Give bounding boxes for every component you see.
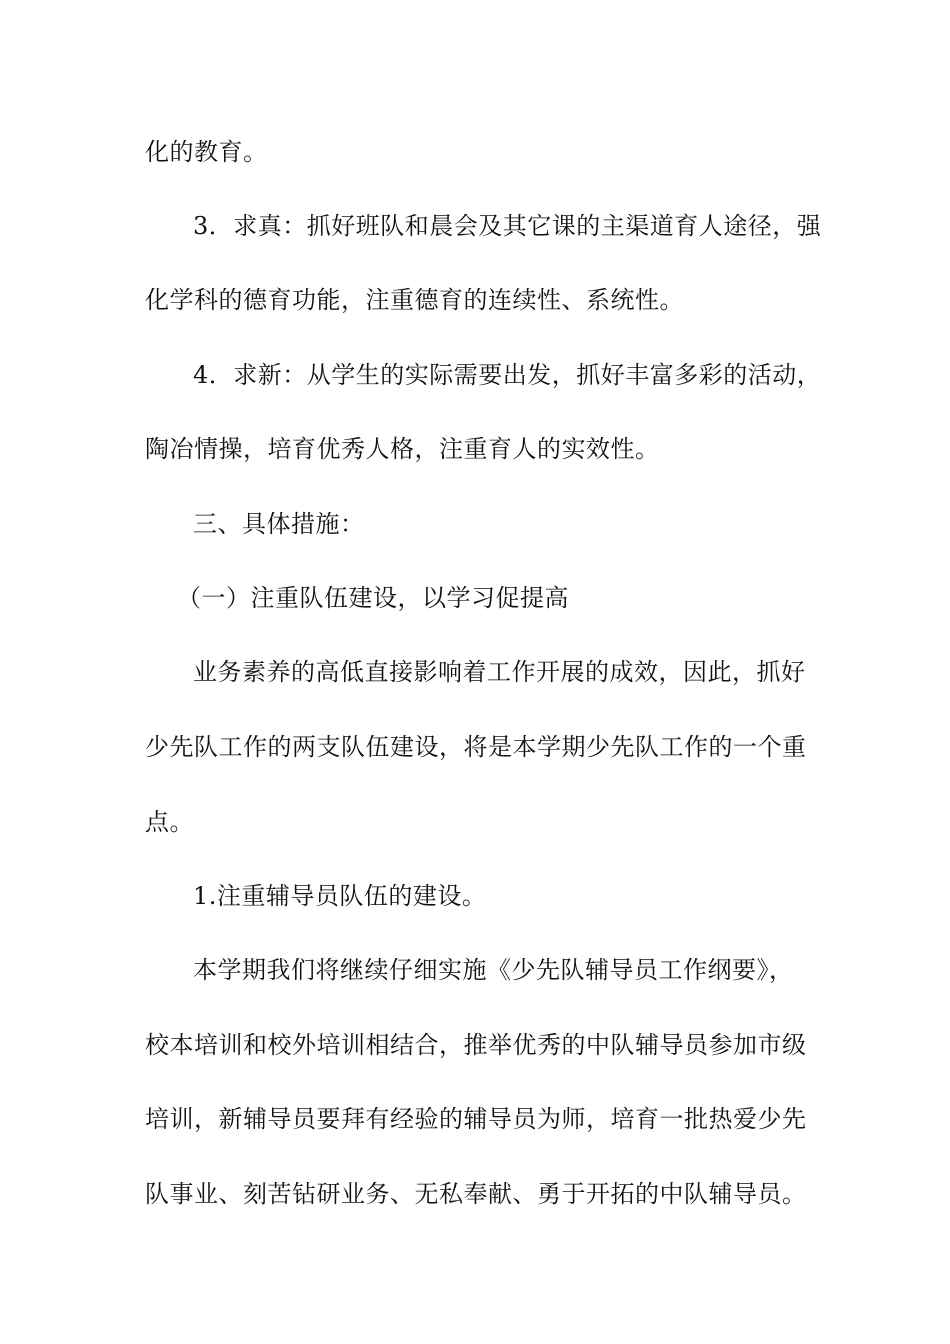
item-heading-1: 1.注重辅导员队伍的建设。 [193, 882, 487, 910]
subsection-heading-1: （一）注重队伍建设，以学习促提高 [177, 584, 569, 612]
section-heading-3: 三、具体措施： [193, 510, 365, 538]
text-line-item-4: 4．求新：从学生的实际需要出发，抓好丰富多彩的活动， [193, 361, 822, 389]
paragraph-line-2: 少先队工作的两支队伍建设，将是本学期少先队工作的一个重 [145, 733, 807, 761]
paragraph-line-1: 业务素养的高低直接影响着工作开展的成效，因此，抓好 [193, 658, 806, 686]
paragraph-2-line-1: 本学期我们将继续仔细实施《少先队辅导员工作纲要》， [193, 956, 794, 984]
text-line-item-3: 3．求真：抓好班队和晨会及其它课的主渠道育人途径，强 [193, 212, 822, 240]
paragraph-2-line-2: 校本培训和校外培训相结合，推举优秀的中队辅导员参加市级 [145, 1031, 807, 1059]
text-line-continuation: 化的教育。 [145, 138, 268, 166]
text-line-item-4-cont: 陶冶情操，培育优秀人格，注重育人的实效性。 [145, 435, 660, 463]
paragraph-2-line-3: 培训，新辅导员要拜有经验的辅导员为师，培育一批热爱少先 [145, 1105, 807, 1133]
paragraph-line-3: 点。 [145, 808, 194, 836]
paragraph-2-line-4: 队事业、刻苦钻研业务、无私奉献、勇于开拓的中队辅导员。 [145, 1180, 807, 1208]
text-line-item-3-cont: 化学科的德育功能，注重德育的连续性、系统性。 [145, 286, 684, 314]
